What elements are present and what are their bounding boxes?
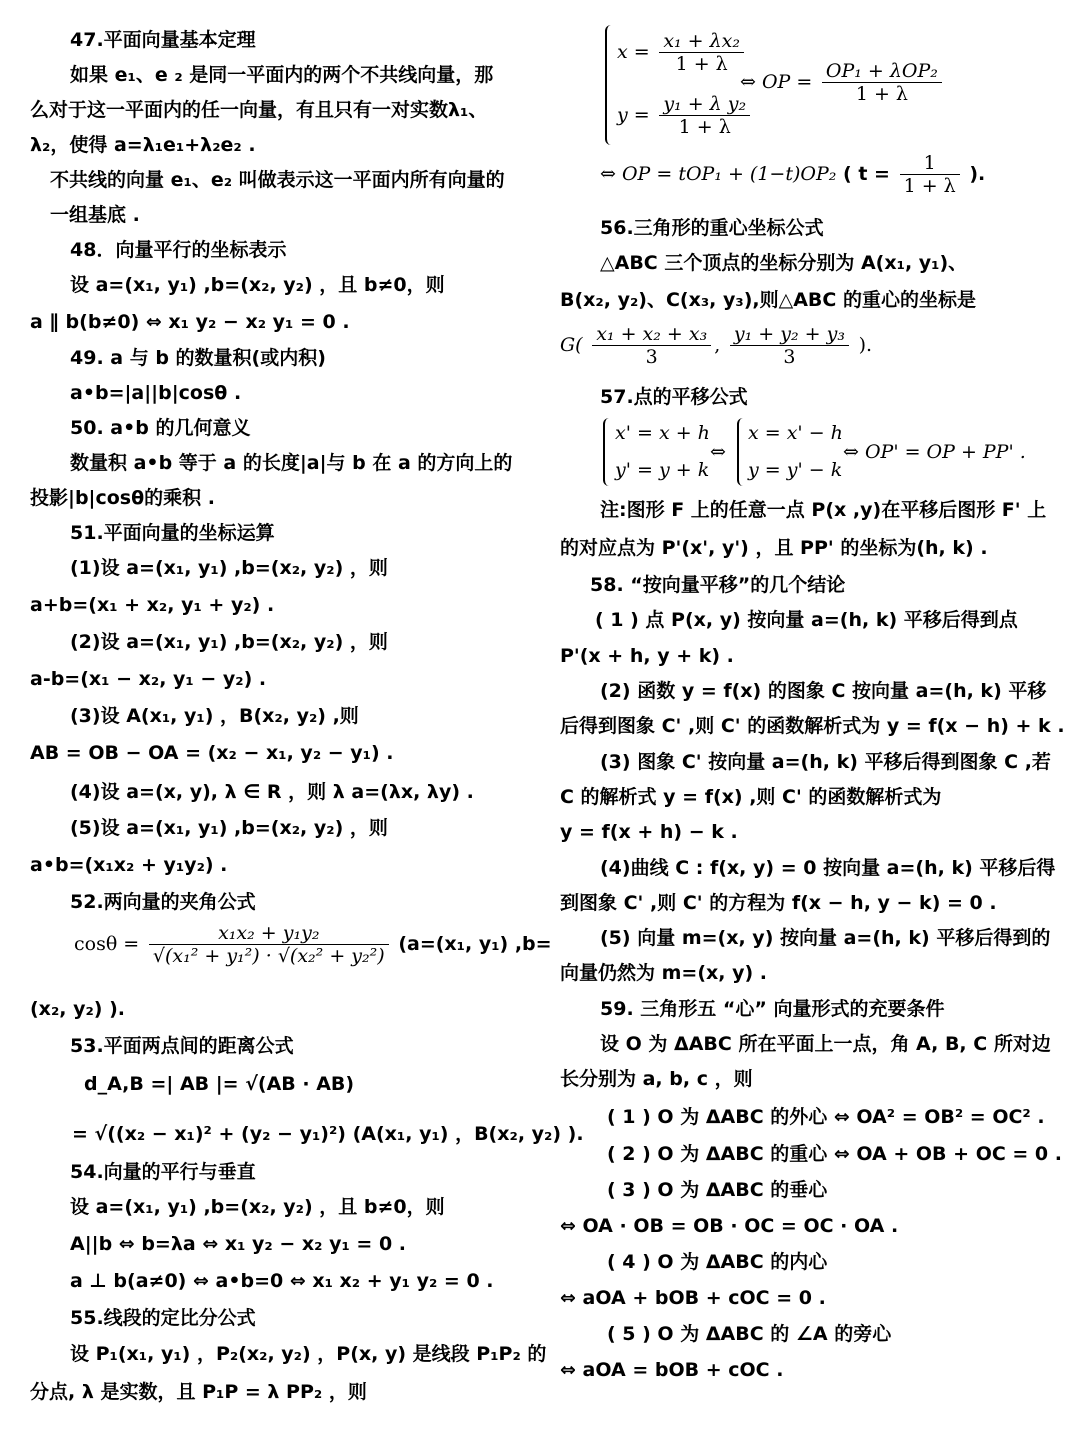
section-58-item-1b: P'(x + h, y + k) . xyxy=(560,645,734,667)
distance-formula-2: = √((x₂ − x₁)² + (y₂ − y₁)²) (A(x₁, y₁) ，B(x₂, y₂) ). xyxy=(72,1123,584,1145)
section-55-line-2: 分点, λ 是实数，且 P₁P = λ PP₂ ，则 xyxy=(30,1381,367,1403)
section-58-title: 58. “按向量平移”的几个结论 xyxy=(590,574,846,596)
section-58-item-2: (2) 函数 y = f(x) 的图象 C 按向量 a=(h, k) 平移 xyxy=(600,680,1047,702)
system-eq-x-num: x₁ + λx₂ xyxy=(659,30,744,53)
center-3-condition: ⇔ OA · OB = OB · OC = OC · OA . xyxy=(560,1215,899,1237)
system-eq-y-lhs: y = xyxy=(617,104,650,126)
section-59-title: 59. 三角形五 “心” 向量形式的充要条件 xyxy=(600,998,945,1020)
section-57-title: 57.点的平移公式 xyxy=(600,386,748,408)
centroid-g: G( xyxy=(560,334,583,356)
section-51-title: 51.平面向量的坐标运算 xyxy=(70,522,275,544)
section-50-title: 50. a•b 的几何意义 xyxy=(70,417,251,439)
centroid-close: ). xyxy=(858,334,873,356)
angle-formula-lhs: cosθ = xyxy=(74,933,140,955)
centroid-den-x: 3 xyxy=(645,346,658,368)
section-49-title: 49. a 与 b 的数量积(或内积) xyxy=(70,347,326,369)
section-58-item-5: (5) 向量 m=(x, y) 按向量 a=(h, k) 平移后得到的 xyxy=(600,927,1051,949)
section-54-line-1: 设 a=(x₁, y₁) ,b=(x₂, y₂) ，且 b≠0，则 xyxy=(70,1196,445,1218)
section-51-item-3: (3)设 A(x₁, y₁) ，B(x₂, y₂) ,则 xyxy=(70,705,359,727)
section-47-text-3: λ₂，使得 a=λ₁e₁+λ₂e₂ . xyxy=(30,134,256,156)
section-47-text-2: 么对于这一平面内的任一向量，有且只有一对实数λ₁、 xyxy=(30,99,488,121)
section-51-item-3-result: AB = OB − OA = (x₂ − x₁, y₂ − y₁) . xyxy=(30,742,394,764)
section-50-line-2: 投影|b|cosθ的乘积 . xyxy=(30,487,215,509)
translate-a2: y' = y + k xyxy=(615,459,710,481)
section-56-title: 56.三角形的重心坐标公式 xyxy=(600,217,824,239)
angle-formula-tail: (a=(x₁, y₁) ,b= xyxy=(398,933,552,955)
section-51-item-5: (5)设 a=(x₁, y₁) ,b=(x₂, y₂) ，则 xyxy=(70,817,388,839)
angle-formula-numerator: x₁x₂ + y₁y₂ xyxy=(149,922,389,945)
section-55-title: 55.线段的定比分公式 xyxy=(70,1307,256,1329)
system-eq-y-num: y₁ + λ y₂ xyxy=(659,93,750,116)
t-den: 1 + λ xyxy=(903,175,956,197)
system-eq-x-lhs: x = xyxy=(617,41,650,63)
distance-formula-1: d_A,B =| AB |= √(AB · AB) xyxy=(84,1073,355,1095)
section-47-text-5: 一组基底 . xyxy=(50,204,140,226)
center-2-centroid: ( 2 ) O 为 ΔABC 的重心 ⇔ OA + OB + OC = 0 . xyxy=(607,1143,1062,1165)
section-58-item-4b: 到图象 C' ,则 C' 的方程为 f(x − h, y − k) = 0 . xyxy=(560,892,997,914)
translate-a1: x' = x + h xyxy=(615,422,710,444)
section-58-item-3c: y = f(x + h) − k . xyxy=(560,821,738,843)
section-59-intro-2: 长分别为 a, b, c ，则 xyxy=(560,1068,753,1090)
center-5-excenter: ( 5 ) O 为 ΔABC 的 ∠A 的旁心 xyxy=(607,1323,892,1345)
section-58-item-3b: C 的解析式 y = f(x) ,则 C' 的函数解析式为 xyxy=(560,786,942,808)
translate-b2: y = y' − k xyxy=(748,459,843,481)
system-eq-x-den: 1 + λ xyxy=(675,53,728,75)
op-formula-lhs: ⇔ OP = xyxy=(740,71,813,93)
center-3-orthocenter: ( 3 ) O 为 ΔABC 的垂心 xyxy=(607,1179,828,1201)
section-56-line-2: B(x₂, y₂)、C(x₃, y₃),则△ABC 的重心的坐标是 xyxy=(560,289,976,311)
op-formula-num: OP₁ + λOP₂ xyxy=(822,60,942,83)
system-eq-y xyxy=(617,93,753,138)
centroid-den-y: 3 xyxy=(783,346,796,368)
angle-formula xyxy=(74,922,552,967)
center-1-circumcenter: ( 1 ) O 为 ΔABC 的外心 ⇔ OA² = OB² = OC² . xyxy=(607,1106,1045,1128)
angle-formula-denominator: √(x₁² + y₁²) · √(x₂² + y₂²) xyxy=(152,945,385,967)
op-t-formula-main: ⇔ OP = tOP₁ + (1−t)OP₂ xyxy=(600,163,837,185)
section-58-item-1: ( 1 ) 点 P(x, y) 按向量 a=(h, k) 平移后得到点 xyxy=(595,609,1018,631)
op-t-formula-open: ( t = xyxy=(843,163,890,185)
system-eq-x xyxy=(617,30,747,75)
section-57-note-2: 的对应点为 P'(x', y') ，且 PP' 的坐标为(h, k) . xyxy=(560,537,988,559)
center-4-condition: ⇔ aOA + bOB + cOC = 0 . xyxy=(560,1287,826,1309)
translate-tail: ⇔ OP' = OP + PP' . xyxy=(843,441,1026,463)
translate-brace-2 xyxy=(737,418,746,486)
section-58-item-5b: 向量仍然为 m=(x, y) . xyxy=(560,962,768,984)
section-54-line-3: a ⊥ b(a≠0) ⇔ a•b=0 ⇔ x₁ x₂ + y₁ y₂ = 0 . xyxy=(70,1270,494,1292)
system-eq-y-den: 1 + λ xyxy=(678,116,731,138)
angle-formula-fraction xyxy=(149,922,389,967)
op-t-formula xyxy=(600,152,985,197)
section-51-item-2-result: a-b=(x₁ − x₂, y₁ − y₂) . xyxy=(30,668,267,690)
section-56-line-1: △ABC 三个顶点的坐标分别为 A(x₁, y₁)、 xyxy=(600,252,968,274)
section-48-title: 48．向量平行的坐标表示 xyxy=(70,239,287,261)
op-t-formula-close: ). xyxy=(969,163,986,185)
section-51-item-1-result: a+b=(x₁ + x₂, y₁ + y₂) . xyxy=(30,594,275,616)
section-59-intro-1: 设 O 为 ΔABC 所在平面上一点，角 A, B, C 所对边 xyxy=(600,1033,1051,1055)
section-48-line-2: a ∥ b(b≠0) ⇔ x₁ y₂ − x₂ y₁ = 0 . xyxy=(30,311,350,333)
op-formula xyxy=(740,60,945,105)
section-55-line-1: 设 P₁(x₁, y₁) ，P₂(x₂, y₂) ，P(x, y) 是线段 P₁P₂ 的 xyxy=(70,1343,547,1365)
centroid-num-x: x₁ + x₂ + x₃ xyxy=(592,323,711,346)
translate-iff: ⇔ xyxy=(710,441,726,463)
t-num: 1 xyxy=(900,152,960,175)
translate-brace-1 xyxy=(603,418,612,486)
center-4-incenter: ( 4 ) O 为 ΔABC 的内心 xyxy=(607,1251,828,1273)
section-51-item-4: (4)设 a=(x, y), λ ∈ R ，则 λ a=(λx, λy) . xyxy=(70,781,474,803)
section-50-line-1: 数量积 a•b 等于 a 的长度|a|与 b 在 a 的方向上的 xyxy=(70,452,513,474)
section-51-item-2: (2)设 a=(x₁, y₁) ,b=(x₂, y₂) ，则 xyxy=(70,631,388,653)
section-58-item-2b: 后得到图象 C' ,则 C' 的函数解析式为 y = f(x − h) + k . xyxy=(560,715,1065,737)
centroid-formula: G( $\frac{\text{x₁ + x₂ + x₃}}{3}$ , $\frac{\text{y₁ + y₂ + y₃}}{3}$ ). xyxy=(560,323,873,368)
section-58-item-3: (3) 图象 C' 按向量 a=(h, k) 平移后得到图象 C ,若 xyxy=(600,751,1051,773)
section-48-line-1: 设 a=(x₁, y₁) ,b=(x₂, y₂) ，且 b≠0，则 xyxy=(70,274,445,296)
op-formula-den: 1 + λ xyxy=(855,83,908,105)
section-53-title: 53.平面两点间的距离公式 xyxy=(70,1035,294,1057)
system-brace xyxy=(605,25,615,145)
translate-b1: x = x' − h xyxy=(748,422,843,444)
section-47-text-1: 如果 e₁、e ₂ 是同一平面内的两个不共线向量，那 xyxy=(70,64,494,86)
center-5-condition: ⇔ aOA = bOB + cOC . xyxy=(560,1359,784,1381)
section-51-item-1: (1)设 a=(x₁, y₁) ,b=(x₂, y₂) ，则 xyxy=(70,557,388,579)
section-51-item-5-result: a•b=(x₁x₂ + y₁y₂) . xyxy=(30,854,228,876)
centroid-num-y: y₁ + y₂ + y₃ xyxy=(730,323,849,346)
section-47-title: 47.平面向量基本定理 xyxy=(70,29,256,51)
section-58-item-4: (4)曲线 C : f(x, y) = 0 按向量 a=(h, k) 平移后得 xyxy=(600,857,1056,879)
section-47-text-4: 不共线的向量 e₁、e₂ 叫做表示这一平面内所有向量的 xyxy=(50,169,505,191)
section-52-title: 52.两向量的夹角公式 xyxy=(70,891,256,913)
section-54-title: 54.向量的平行与垂直 xyxy=(70,1161,256,1183)
section-54-line-2: A||b ⇔ b=λa ⇔ x₁ y₂ − x₂ y₁ = 0 . xyxy=(70,1233,406,1255)
section-57-note-1: 注:图形 F 上的任意一点 P(x ,y)在平移后图形 F' 上 xyxy=(600,499,1047,521)
section-49-line-1: a•b=|a||b|cosθ . xyxy=(70,382,242,404)
angle-formula-tail-2: (x₂, y₂) ). xyxy=(30,998,125,1020)
